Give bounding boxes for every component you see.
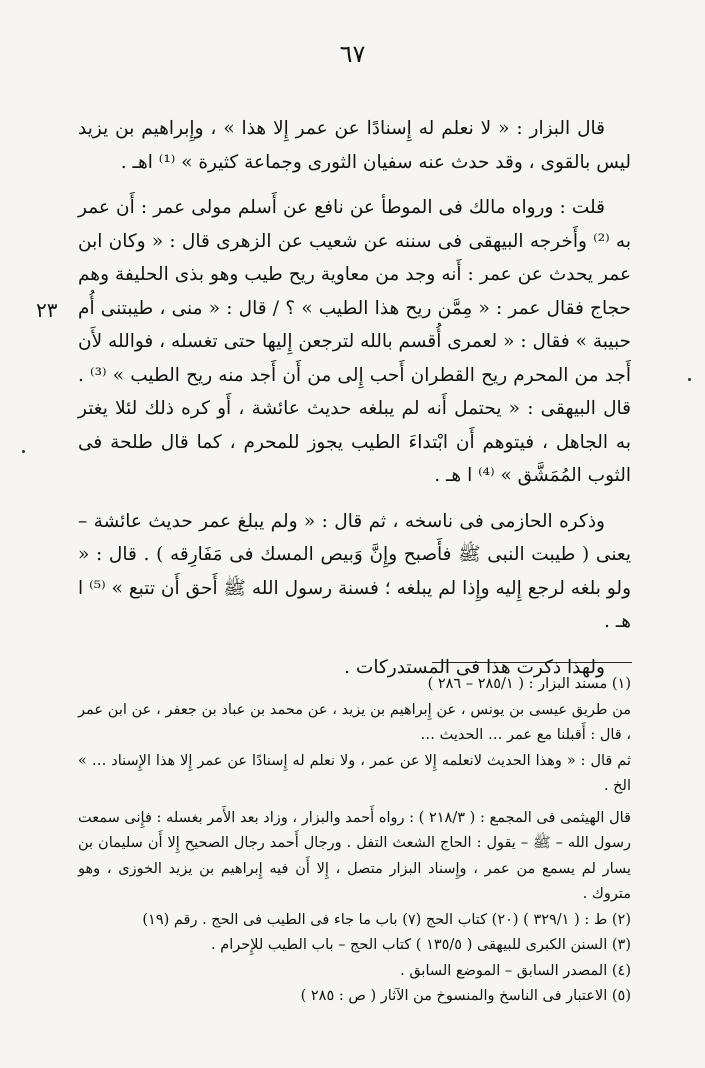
footnote: من طريق عيسى بن يونس ، عن إِبراهيم بن يزيد ، عن محمد بن عباد بن جعفر ، عن ابن عمر ، قال : أَقبلنا مع عمر … الحديث … — [78, 701, 631, 743]
footnote: (٣) السنن الكبرى للبيهقى ( ١٣٥/٥ ) كتاب الحج – باب الطيب للإِحرام . — [211, 937, 631, 953]
paragraph: قلت : ورواه مالك فى الموطأ عن نافع عن أَسلم مولى عمر : أَن عمر به ⁽²⁾ وأَخرجه البيهقى فى سننه عن شعيب عن الزهرى قال : « وكان ابن عمر يحدث عن عمر : أَنه وجد من معاوية ريح طيب وهو بذى الحليفة وهم حجاج فقال عمر : « مِمَّن ريح هذا الطيب » ؟ / قال : « منى ، طيبتنى أُم حبيبة » فقال : « لعمرى أُقسم بالله لترجعن إِليها حتى تغسله ، فوالله لأَن أَجد من المحرم ريح القطران أَحب إِلى من أَن أَجد منه ريح الطيب » ⁽³⁾ . قال البيهقى : « يحتمل أَنه لم يبلغه حديث عائشة ، أَو كره ذلك لئلا يغتر به الجاهل ، فيتوهم أَن ابْتداءَ الطيب يجوز للمحرم ، كما قال طلحة فى الثوب المُمَشَّق » ⁽⁴⁾ ا هـ . — [78, 197, 631, 486]
footnote-rule — [432, 662, 632, 663]
paragraph: ولهذا ذكرت هذا فى المستدركات . — [344, 656, 605, 678]
main-text — [78, 112, 631, 696]
page-number: ٦٧ — [339, 40, 366, 68]
footnote: قال الهيثمى فى المجمع : ( ٢١٨/٣ ) : رواه أَحمد والبزار ، وزاد بعد الأَمر بغسله : فإِنى سمعت رسول الله – ﷺ – يقول : الحاج الشعث التفل . ورجال أَحمد رجال الصحيح إِلا أَن سليمان بن يسار لم يسمع من عمر ، وإِسناد البزار متصل ، إِلا أَن فيه إِبراهيم بن يزيد الخوزى ، وهو متروك . — [78, 809, 631, 902]
scan-mark — [22, 450, 25, 453]
paragraph: قال البزار : « لا نعلم له إِسنادًا عن عمر إِلا هذا » ، وإِبراهيم بن يزيد ليس بالقوى ، وقد حدث عنه سفيان الثورى وجماعة كثيرة » ⁽¹⁾ اهـ . — [78, 118, 631, 173]
footnote: ثم قال : « وهذا الحديث لانعلمه إِلا عن عمر ، ولا نعلم له إِسنادًا عن عمر إِلا هذا الإِسناد … » الخ . — [78, 752, 631, 794]
footnotes — [78, 672, 631, 1010]
margin-page-number: ٢٣ — [36, 298, 58, 322]
scan-mark — [688, 378, 691, 381]
footnote: (٤) المصدر السابق – الموضع السابق . — [400, 962, 631, 979]
footnote: (١) مسند البزار : ( ٢٨٥/١ – ٢٨٦ ) — [427, 676, 631, 692]
paragraph: وذكره الحازمى فى ناسخه ، ثم قال : « ولم يبلغ عمر حديث عائشة – يعنى ( طيبت النبى ﷺ فأَصبح وإِنَّ وَبيص المسك فى مَفَارِقه ) . قال : « ولو بلغه لرجع إِليه وإِذا لم يبلغه ؛ فسنة رسول الله ﷺ أَحق أَن تتبع » ⁽⁵⁾ ا هـ . — [78, 510, 631, 632]
footnote: (٥) الاعتبار فى الناسخ والمنسوخ من الآثار ( ص : ٢٨٥ ) — [300, 988, 631, 1004]
footnote: (٢) ط : ( ٣٢٩/١ ) (٢٠) كتاب الحج (٧) باب ما جاء فى الطيب فى الحج . رقم (١٩) — [142, 911, 631, 928]
